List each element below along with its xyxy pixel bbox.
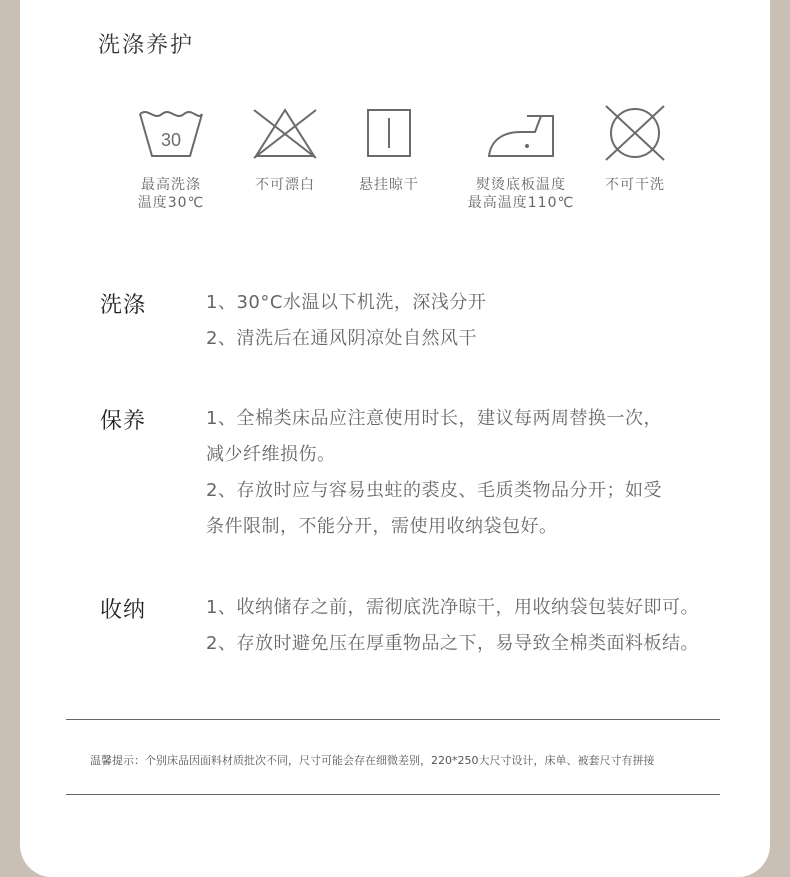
care-caption-wash: 最高洗涤 温度30℃	[137, 177, 205, 211]
iron-110-icon	[481, 104, 561, 162]
care-symbol-iron	[456, 104, 586, 212]
maintenance-line: 条件限制，不能分开，需使用收纳袋包好。	[206, 516, 558, 537]
storage-line: 1、收纳储存之前，需彻底洗净晾干，用收纳袋包装好即可。	[206, 597, 699, 618]
washing-line: 2、清洗后在通风阴凉处自然风干	[206, 328, 477, 349]
care-symbol-no-dry-clean	[580, 104, 690, 194]
no-dry-clean-icon	[600, 104, 670, 162]
storage-line: 2、存放时避免压在厚重物品之下，易导致全棉类面料板结。	[206, 633, 699, 654]
page-title: 洗涤养护	[98, 33, 195, 58]
maintenance-line: 2、存放时应与容易虫蛀的裘皮、毛质类物品分开；如受	[206, 480, 662, 501]
care-caption-hang-dry: 悬挂晾干	[359, 177, 419, 193]
wash-30-icon	[136, 104, 206, 162]
section-body-storage	[206, 590, 746, 662]
section-body-maintenance	[206, 401, 746, 545]
care-caption-iron: 熨烫底板温度 最高温度110℃	[467, 177, 575, 211]
care-symbol-no-bleach	[230, 104, 340, 194]
divider-bottom	[66, 794, 720, 795]
section-heading-maintenance: 保养	[100, 409, 147, 434]
divider-top	[66, 719, 720, 720]
washing-line: 1、30°C水温以下机洗，深浅分开	[206, 292, 487, 313]
maintenance-line: 减少纤维损伤。	[206, 444, 336, 465]
no-bleach-icon	[250, 104, 320, 162]
care-card	[20, 0, 770, 877]
hang-dry-icon	[354, 104, 424, 162]
footnote: 温馨提示：个别床品因面料材质批次不同，尺寸可能会存在细微差别，220*250大尺寸设计，床单、被套尺寸有拼接	[90, 754, 655, 767]
section-heading-storage: 收纳	[100, 598, 147, 623]
section-heading-washing: 洗涤	[100, 293, 147, 318]
care-symbol-row	[20, 104, 770, 224]
care-caption-no-bleach: 不可漂白	[255, 177, 315, 193]
section-body-washing	[206, 285, 746, 357]
maintenance-line: 1、全棉类床品应注意使用时长，建议每两周替换一次，	[206, 408, 662, 429]
care-symbol-wash	[116, 104, 226, 212]
care-symbol-hang-dry	[334, 104, 444, 194]
wash-temp-text: 30	[160, 130, 182, 150]
care-caption-no-dry-clean: 不可干洗	[605, 177, 665, 193]
